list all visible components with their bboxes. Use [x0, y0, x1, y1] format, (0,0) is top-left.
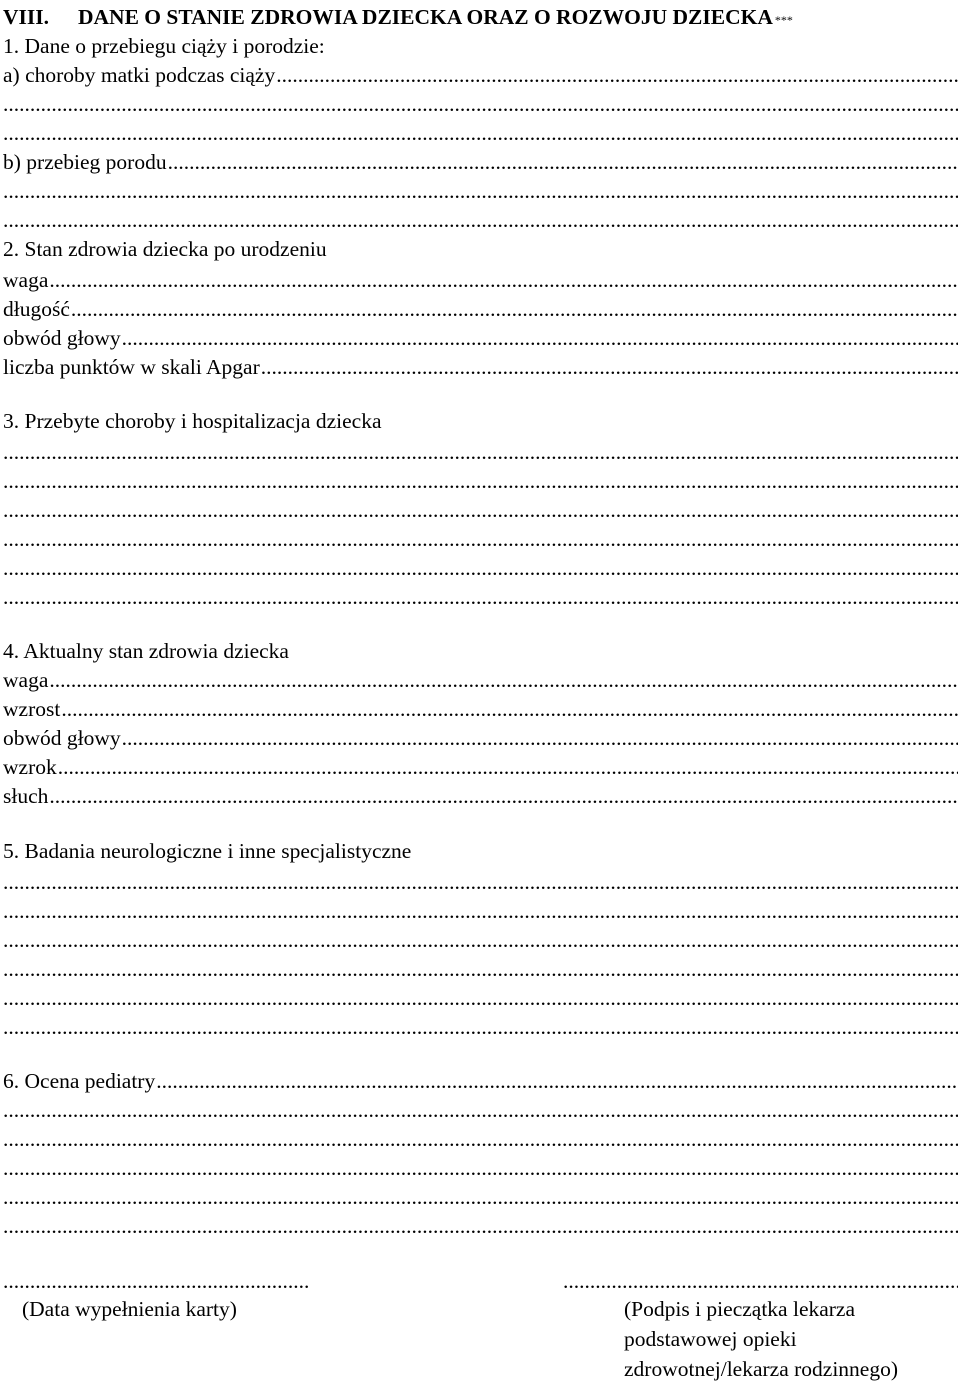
fill-dots: [3, 867, 958, 897]
blank-line[interactable]: [3, 925, 958, 955]
blank-line[interactable]: [3, 89, 958, 119]
field-weight[interactable]: [3, 665, 958, 695]
blank-line[interactable]: [3, 954, 958, 984]
blank-line[interactable]: [3, 582, 958, 612]
blank-line[interactable]: [3, 553, 958, 583]
fill-dots: [3, 1211, 958, 1241]
blank-line[interactable]: [3, 867, 958, 897]
blank-line[interactable]: [3, 1124, 958, 1154]
field-apgar[interactable]: [3, 352, 958, 382]
fill-dots: [3, 1153, 958, 1183]
field-birth-length[interactable]: [3, 294, 958, 324]
fill-dots: [3, 1095, 958, 1125]
fill-dots: [122, 323, 958, 353]
blank-line[interactable]: [3, 118, 958, 148]
field-vision[interactable]: [3, 752, 958, 782]
s1-title-text: 1. Dane o przebiegu ciąży i porodzie:: [3, 34, 325, 58]
blank-line[interactable]: [3, 1095, 958, 1125]
fill-dots: [3, 495, 958, 525]
fill-dots: [3, 437, 958, 467]
fill-dots: [3, 205, 958, 235]
blank-line[interactable]: [3, 896, 958, 926]
field-hearing[interactable]: [3, 781, 958, 811]
field-birth-course[interactable]: [3, 147, 958, 177]
fill-dots: [49, 665, 958, 695]
blank-line[interactable]: [3, 983, 958, 1013]
s4-title-text: 4. Aktualny stan zdrowia dziecka: [3, 639, 289, 663]
field-birth-head[interactable]: [3, 323, 958, 353]
fill-dots: [58, 752, 958, 782]
blank-line[interactable]: [3, 495, 958, 525]
field-pediatric-assessment[interactable]: [3, 1066, 958, 1096]
fill-dots: [3, 1124, 958, 1154]
fill-dots: [3, 118, 958, 148]
field-label: 6. Ocena pediatry: [3, 1069, 156, 1093]
s4-title: [3, 636, 958, 666]
fill-dots: [3, 1012, 958, 1042]
field-birth-weight[interactable]: [3, 265, 958, 295]
section-number: VIII.: [3, 5, 50, 29]
s3-title-text: 3. Przebyte choroby i hospitalizacja dziecka: [3, 409, 382, 433]
fill-dots: [3, 466, 958, 496]
fill-dots: [3, 176, 958, 206]
s2-title: [3, 234, 958, 264]
signature-caption-line: podstawowej opieki: [624, 1327, 797, 1351]
blank-line[interactable]: [3, 1153, 958, 1183]
fill-dots: [261, 352, 958, 382]
field-label: obwód głowy: [3, 326, 121, 350]
fill-dots: [168, 147, 958, 177]
fill-dots: [3, 524, 958, 554]
blank-line[interactable]: [3, 176, 958, 206]
field-label: waga: [3, 268, 49, 292]
fill-dots: [49, 265, 958, 295]
date-field[interactable]: [3, 1266, 308, 1296]
s2-title-text: 2. Stan zdrowia dziecka po urodzeniu: [3, 237, 327, 261]
blank-line[interactable]: [3, 437, 958, 467]
signature-caption-line: zdrowotnej/lekarza rodzinnego): [624, 1357, 898, 1381]
field-label: wzrost: [3, 697, 61, 721]
section-title: DANE O STANIE ZDROWIA DZIECKA ORAZ O ROZWOJU DZIECKA: [78, 5, 773, 29]
s5-title: [3, 836, 958, 866]
footnote-marker: ***: [774, 13, 793, 27]
s5-title-text: 5. Badania neurologiczne i inne specjalistyczne: [3, 839, 412, 863]
fill-dots: [71, 294, 958, 324]
s3-title: [3, 406, 958, 436]
fill-dots: [156, 1066, 958, 1096]
field-label: słuch: [3, 784, 49, 808]
blank-line[interactable]: [3, 1211, 958, 1241]
section-heading: [3, 2, 958, 32]
fill-dots: [3, 89, 958, 119]
fill-dots: [3, 896, 958, 926]
field-label: liczba punktów w skali Apgar: [3, 355, 260, 379]
blank-line[interactable]: [3, 524, 958, 554]
blank-line[interactable]: [3, 466, 958, 496]
blank-line[interactable]: [3, 205, 958, 235]
fill-dots: [3, 925, 958, 955]
field-label: długość: [3, 297, 70, 321]
fill-dots: [3, 983, 958, 1013]
fill-dots: [3, 582, 958, 612]
field-label: wzrok: [3, 755, 57, 779]
signature-caption: [624, 1294, 954, 1384]
fill-dots: [3, 553, 958, 583]
field-height[interactable]: [3, 694, 958, 724]
field-head[interactable]: [3, 723, 958, 753]
field-label: waga: [3, 668, 49, 692]
s1-title: [3, 31, 958, 61]
fill-dots: [3, 1182, 958, 1212]
field-mother-illnesses[interactable]: [3, 60, 958, 90]
date-caption: (Data wypełnienia karty): [22, 1297, 237, 1321]
fill-dots: [122, 723, 958, 753]
blank-line[interactable]: [3, 1182, 958, 1212]
signature-caption-line: (Podpis i pieczątka lekarza: [624, 1297, 856, 1321]
signature-field[interactable]: [563, 1266, 958, 1296]
fill-dots: [61, 694, 958, 724]
fill-dots: [3, 954, 958, 984]
fill-dots: [49, 781, 958, 811]
fill-dots: [276, 60, 958, 90]
field-label: b) przebieg porodu: [3, 150, 167, 174]
field-label: obwód głowy: [3, 726, 121, 750]
blank-line[interactable]: [3, 1012, 958, 1042]
field-label: a) choroby matki podczas ciąży: [3, 63, 276, 87]
